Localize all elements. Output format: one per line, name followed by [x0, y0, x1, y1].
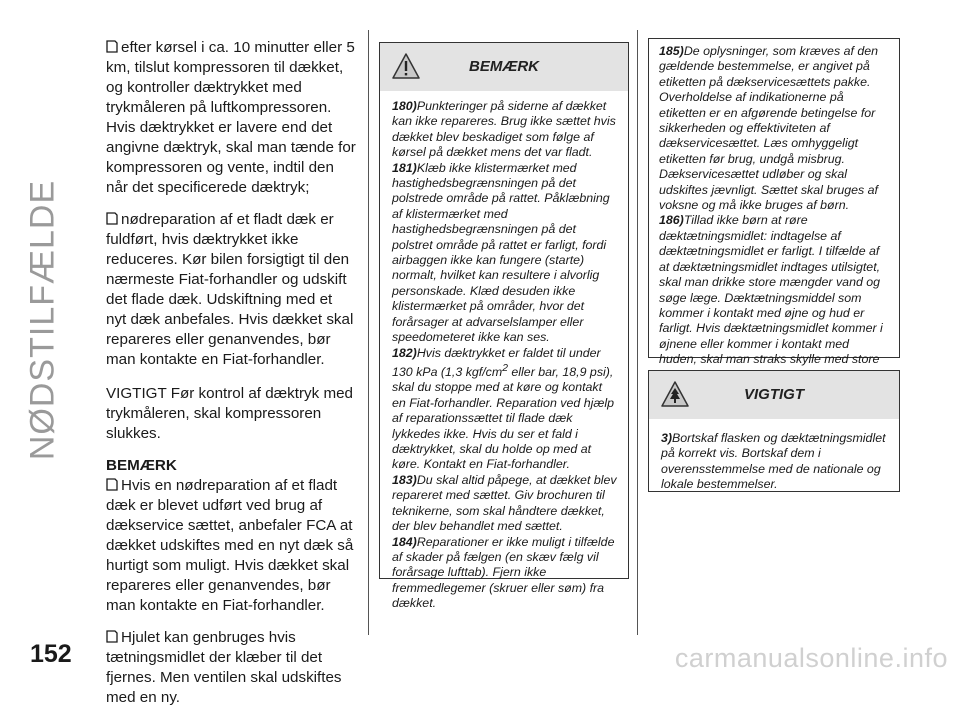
note-text: eller bar, 18,9 psi), skal du stoppe med at køre og kontakt en Fiat-forhandler. Reparation ved hjælp af reparationssættet til flade dæk lykkedes ikke. Hvis du ser et fald i dæktrykket, skal du holde op med at køre. Kontakt en Fiat-forhandler.: [392, 365, 615, 472]
main-text-column: [106, 38, 356, 720]
bullet-text-2: nødreparation af et fladt dæk er fuldført, hvis dæktrykket ikke reduceres. Kør bilen forsigtigt til den nærmeste Fiat-forhandler og udskift det flade dæk. Udskiftning med et nyt dæk anbefales. Hvis dækket skal repareres eller genanvendes, bør man kontakte en Fiat-forhandler.: [106, 211, 354, 368]
page-bullet-icon: [106, 630, 118, 643]
note-number: 3): [661, 431, 673, 445]
page-bullet-icon: [106, 212, 118, 225]
section-title-text: NØDSTILFÆLDE: [23, 179, 62, 461]
note-superscript: 2: [502, 362, 508, 374]
bullet-text-4: Hjulet kan genbruges hvis tætningsmidlet der klæber til det fjernes. Men ventilen skal udskiftes med en ny.: [106, 629, 342, 706]
note-183: [392, 473, 618, 535]
note-text: Bortskaf flasken og dæktætningsmidlet på korrekt vis. Bortskaf dem i overensstemmelse med de nationale og lokale bestemmelser.: [661, 431, 886, 492]
note-number: 181): [392, 160, 417, 175]
bemaerk-box-title: BEMÆRK: [469, 58, 539, 75]
note-number: 182): [392, 345, 417, 360]
note-text: De oplysninger, som kræves af den gældende bestemmelse, er angivet på etiketten på dækservicesættets pakke. Overholdelse af indikationerne på etiketten er en afgørende betingelse for sikkerheden og effektiviteten af dækservicesættet. Læs omhyggeligt etiketten før brug, undgå misbrug. Dækservicesættet udløber og skal udskiftes jævnligt. Sættet skal bruges af voksne og må ikke bruges af børn.: [659, 44, 879, 213]
note-180: [392, 99, 618, 161]
bullet-paragraph-3: [106, 476, 356, 616]
watermark: carmanualsonline.info: [674, 643, 948, 673]
bullet-paragraph-2: [106, 210, 356, 370]
bemaerk-box-header: [380, 43, 628, 91]
note-number: 183): [392, 472, 417, 487]
continuation-box-body: [649, 39, 899, 389]
note-number: 180): [392, 99, 417, 113]
page-number: 152: [30, 640, 72, 668]
note-number: 186): [659, 213, 684, 228]
vigtigt-box-title: VIGTIGT: [744, 386, 804, 403]
bemaerk-continuation-box: [648, 38, 900, 367]
bullet-paragraph-4: [106, 628, 356, 708]
vigtigt-box-body: [649, 419, 899, 499]
page-bullet-icon: [106, 40, 118, 53]
environment-tree-icon: [661, 380, 689, 408]
note-text: Klæb ikke klistermærket med hastighedsbegrænsningen på det polstrede område på rattet. Påklæbning af klistermærket med hastighedsbegrænsningen på det polstret område på rattet er farligt, fordi airbaggen ikke kan fungere (starte) normalt, hvilket kan resultere i alvorlig personskade. Klæd desuden ikke klistermærket på områder, hvor det forårsager at advarselslamper eller speedometeret ikke kan ses.: [392, 160, 610, 345]
bemaerk-box: [379, 42, 629, 611]
bullet-paragraph-1: [106, 38, 356, 198]
column-divider-left: [368, 30, 369, 635]
warning-triangle-icon: [392, 52, 420, 80]
bemaerk-box-body: [380, 91, 628, 618]
note-181: [392, 161, 618, 346]
note-text: Reparationer er ikke muligt i tilfælde af skader på fælgen (en skæv fælg vil forårsage lufttab). Fjern ikke fremmedlegemer (skruer eller søm) fra dækket.: [392, 534, 615, 611]
note-185: [659, 44, 889, 213]
note-182: [392, 346, 618, 473]
vigtigt-box-header: [649, 371, 899, 419]
note-text: Du skal altid påpege, at dækket blev repareret med sættet. Giv brochuren til teknikerne, som skal håndtere dækket, der blev behandlet med sættet.: [392, 472, 617, 534]
bemaerk-heading: BEMÆRK: [106, 457, 177, 474]
note-text: Punkteringer på siderne af dækket kan ikke repareres. Brug ikke sættet hvis dækket blev beskadiget som følge af kørsel på dækket mens det var fladt.: [392, 99, 616, 160]
column-divider-right: [637, 30, 638, 635]
vigtigt-paragraph: VIGTIGT Før kontrol af dæktryk med trykmåleren, skal kompressoren slukkes.: [106, 385, 353, 442]
note-186: [659, 213, 889, 382]
note-number: 184): [392, 534, 417, 549]
section-title: [18, 30, 68, 610]
page-bullet-icon: [106, 478, 118, 491]
vigtigt-box: [648, 370, 900, 492]
bullet-text-1: efter kørsel i ca. 10 minutter eller 5 km, tilslut kompressoren til dækket, og kontroller dæktrykket med trykmåleren på luftkompressoren. Hvis dæktrykket er lavere end det angivne dæktryk, skal man tænde for kompressoren og vente, indtil den når det specificerede dæktryk;: [106, 39, 356, 196]
note-number: 185): [659, 44, 684, 58]
note-text: Hvis dæktrykket er faldet til under 130 kPa (1,3 kgf/cm: [392, 345, 601, 380]
note-184: [392, 535, 618, 612]
note-text: Tillad ikke børn at røre dæktætningsmidlet: indtagelse af dæktætningsmidlet er farligt. I tilfælde af at dæktætningsmidlet indtages utilsigtet, skal man drikke store mængder vand og søge læge. Dæktætningsmiddel som kommer i kontakt med øjne og hud er farligt. Hvis dæktætningsmidlet kommer i øjnene eller kommer i kontakt med huden, skal man straks skylle med store: [659, 213, 883, 367]
note-3: [661, 431, 889, 493]
bullet-text-3: Hvis en nødreparation af et fladt dæk er blevet udført ved brug af dækservice sættet, anbefaler FCA at dækket udskiftes med en nyt dæk så hurtigt som muligt. Hvis dækket skal repareres eller genanvendes, bør man kontakte en Fiat-forhandler.: [106, 477, 354, 614]
